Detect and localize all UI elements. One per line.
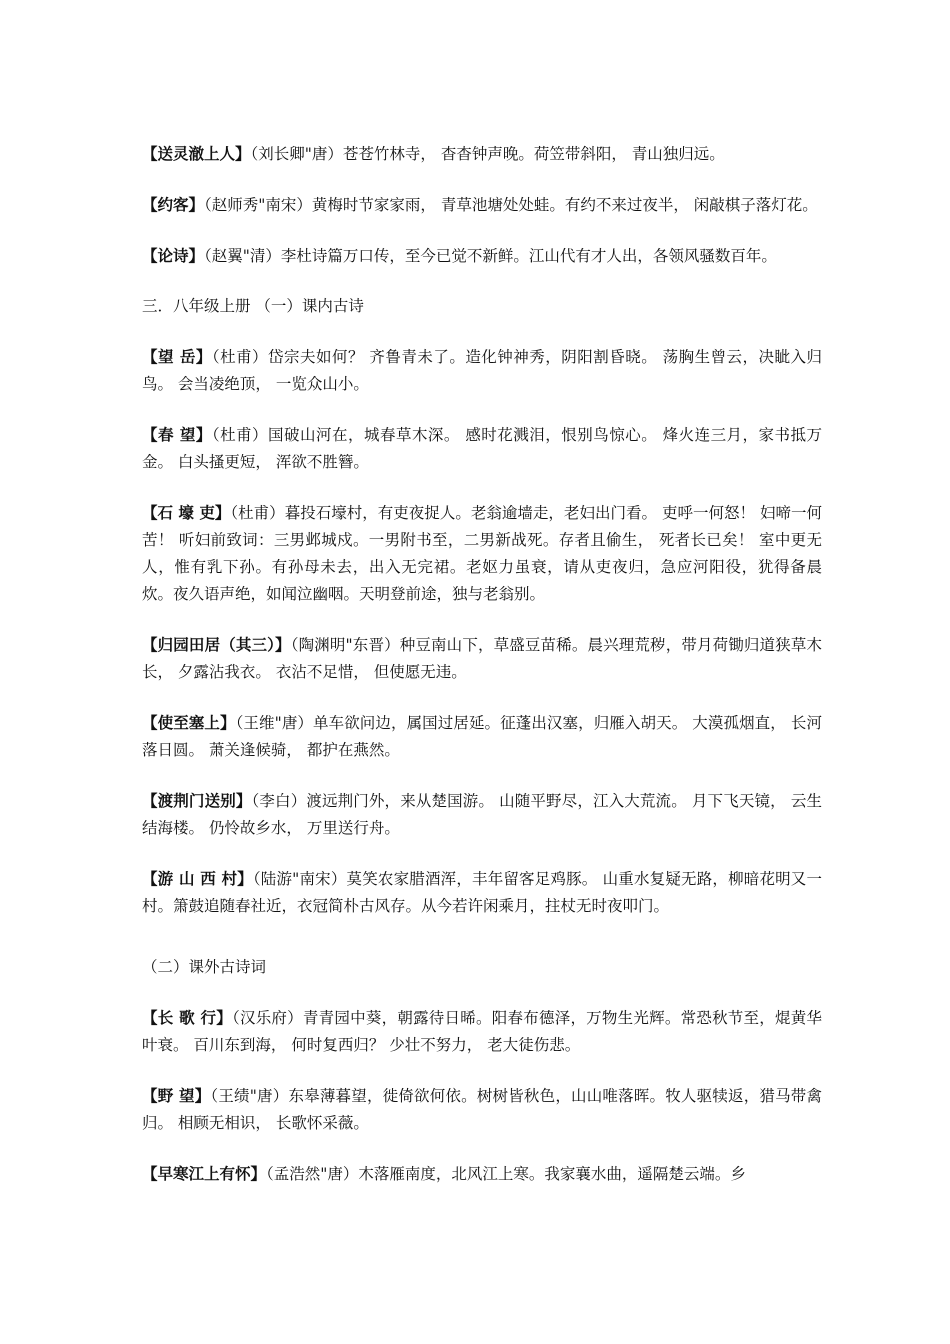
poem-text: （陶渊明"东晋）种豆南山下，草盛豆苗稀。晨兴理荒秽，带月荷锄归道狭草木长， 夕露沾我衣。 衣沾不足惜， 但使愿无违。 — [142, 636, 822, 681]
poem-title: 【游 山 西 村】 — [142, 869, 253, 888]
poem-text: （赵翼"清）李杜诗篇万口传，至今已觉不新鲜。江山代有才人出，各领风骚数百年。 — [204, 247, 777, 265]
document-page — [142, 140, 822, 1211]
poem-text: （刘长卿"唐）苍苍竹林寺， 杳杳钟声晚。荷笠带斜阳， 青山独归远。 — [250, 145, 725, 163]
poem-title: 【归园田居（其三）】 — [142, 635, 291, 654]
poem-title: 【野 望】 — [142, 1086, 211, 1105]
poem-text: （王维"唐）单车欲问边，属国过居延。征蓬出汉塞，归雁入胡天。 大漠孤烟直， 长河落日圆。 萧关逢候骑， 都护在燕然。 — [142, 714, 822, 759]
poem-du-jing-men-song-bie — [142, 787, 822, 842]
poem-shi-hao-li — [142, 499, 822, 608]
poem-gui-yuan-tian-ju — [142, 631, 822, 686]
poem-text: （王绩"唐）东皋薄暮望，徙倚欲何依。树树皆秋色，山山唯落晖。牧人驱犊返，猎马带禽归。 相顾无相识， 长歌怀采薇。 — [142, 1087, 822, 1132]
poem-title: 【约客】 — [142, 195, 205, 214]
poem-ye-wang — [142, 1082, 822, 1137]
poem-title: 【长 歌 行】 — [142, 1008, 232, 1027]
poem-song-ling-che-shang-ren — [142, 140, 822, 168]
poem-title: 【早寒江上有怀】 — [142, 1164, 267, 1183]
poem-title: 【渡荆门送别】 — [142, 791, 252, 810]
poem-chang-ge-xing — [142, 1004, 822, 1059]
poem-text: （孟浩然"唐）木落雁南度，北风江上寒。我家襄水曲，遥隔楚云端。乡 — [266, 1165, 746, 1183]
poem-title: 【使至塞上】 — [142, 713, 236, 732]
poem-text: （陆游"南宋）莫笑农家腊酒浑，丰年留客足鸡豚。 山重水复疑无路，柳暗花明又一村。箫鼓追随春社近，衣冠简朴古风存。从今若许闲乘月，拄杖无时夜叩门。 — [142, 870, 822, 915]
poem-text: （杜甫）国破山河在，城春草木深。 感时花溅泪，恨别鸟惊心。 烽火连三月，家书抵万金。 白头搔更短， 浑欲不胜簪。 — [142, 426, 822, 471]
poem-text: （杜甫）暮投石壕村，有吏夜捉人。老翁逾墙走，老妇出门看。 吏呼一何怒！ 妇啼一何苦！ 听妇前致词：三男邺城戍。一男附书至，二男新战死。存者且偷生， 死者长已矣！ 室中更无人，惟有乳下孙。有孙母未去，出入无完裙。老妪力虽衰，请从吏夜归，急应河阳役，犹得备晨炊。夜久语声绝，如闻泣幽咽。天明登前途，独与老翁别。 — [142, 504, 823, 603]
poem-title: 【春 望】 — [142, 425, 212, 444]
poem-title: 【望 岳】 — [142, 347, 212, 366]
poem-title: 【石 壕 吏】 — [142, 503, 231, 522]
subsection-heading: （二）课外古诗词 — [142, 958, 267, 976]
poem-chun-wang — [142, 421, 822, 476]
poem-lun-shi — [142, 242, 822, 270]
poem-you-shan-xi-cun — [142, 865, 822, 920]
poem-text: （汉乐府）青青园中葵，朝露待日晞。阳春布德泽，万物生光辉。常恐秋节至，焜黄华叶衰。 百川东到海， 何时复西归？ 少壮不努力， 老大徒伤悲。 — [142, 1009, 822, 1054]
poem-text: （杜甫）岱宗夫如何？ 齐鲁青未了。造化钟神秀，阴阳割昏晓。 荡胸生曾云，决眦入归鸟。 会当凌绝顶， 一览众山小。 — [142, 348, 822, 393]
poem-text: （李白）渡远荆门外，来从楚国游。 山随平野尽，江入大荒流。 月下飞天镜， 云生结海楼。 仍怜故乡水， 万里送行舟。 — [142, 792, 822, 837]
poem-wang-yue — [142, 343, 822, 398]
poem-title: 【送灵澈上人】 — [142, 144, 251, 163]
poem-text: （赵师秀"南宋）黄梅时节家家雨， 青草池塘处处蛙。有约不来过夜半， 闲敲棋子落灯花。 — [204, 196, 818, 214]
poem-shi-zhi-sai-shang — [142, 709, 822, 764]
section-heading: 三．八年级上册 （一）课内古诗 — [142, 297, 364, 315]
poem-zao-han-jiang-shang-you-huai — [142, 1160, 822, 1188]
poem-yue-ke — [142, 191, 822, 219]
poem-title: 【论诗】 — [142, 246, 205, 265]
